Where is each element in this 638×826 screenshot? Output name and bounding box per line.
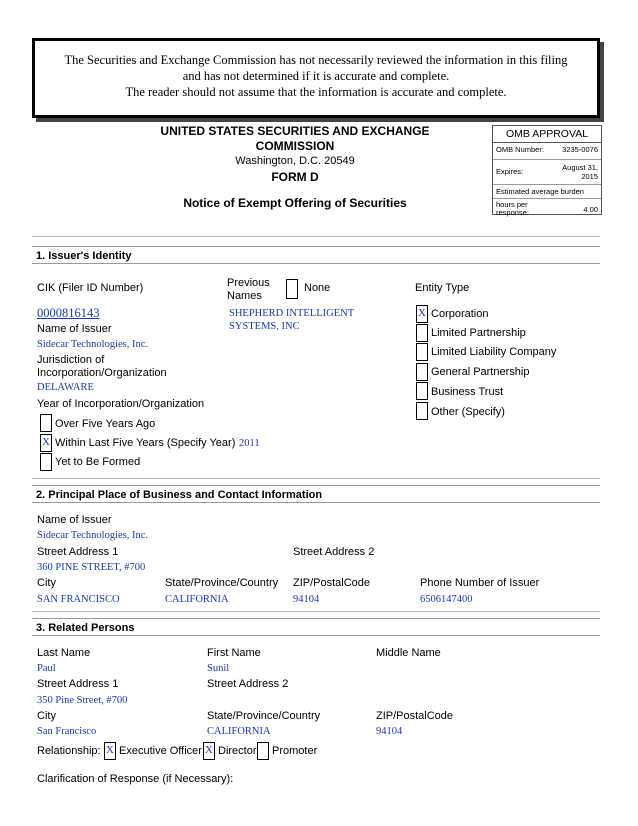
disclaimer-box bbox=[32, 38, 600, 118]
entity-llc-label: Limited Liability Company bbox=[431, 346, 557, 358]
year-label: Year of Incorporation/Organization bbox=[37, 398, 205, 410]
omb-hours-value: 4.00 bbox=[583, 205, 598, 214]
omb-hours-label: hours per response: bbox=[496, 200, 529, 217]
disclaimer-line-2: and has not determined if it is accurate and complete. bbox=[182, 69, 450, 83]
year-within-five-checkbox[interactable]: X bbox=[40, 434, 52, 452]
section-1-header: 1. Issuer's Identity bbox=[32, 246, 600, 264]
s3-state-label: State/Province/Country bbox=[207, 710, 321, 722]
s3-last-name-value: Paul bbox=[37, 663, 56, 674]
agency-line-2: COMMISSION bbox=[255, 139, 335, 153]
entity-corporation-label: Corporation bbox=[431, 308, 489, 320]
s2-street1-label: Street Address 1 bbox=[37, 546, 119, 558]
s2-street2-label: Street Address 2 bbox=[293, 546, 375, 558]
s3-relationship-label: Relationship: bbox=[37, 745, 101, 757]
s3-last-name-label: Last Name bbox=[37, 647, 91, 659]
cik-label: CIK (Filer ID Number) bbox=[37, 282, 144, 294]
issuer-name-value: Sidecar Technologies, Inc. bbox=[37, 339, 149, 350]
rel-executive-officer-label: Executive Officer bbox=[119, 745, 202, 757]
omb-title: OMB APPROVAL bbox=[493, 126, 601, 143]
s2-zip-value: 94104 bbox=[293, 594, 320, 605]
entity-other-checkbox[interactable] bbox=[416, 402, 428, 420]
entity-limited-partnership-checkbox[interactable] bbox=[416, 324, 428, 342]
s2-phone-value: 6506147400 bbox=[420, 594, 473, 605]
omb-expires-label: Expires: bbox=[496, 167, 524, 176]
entity-business-trust-label: Business Trust bbox=[431, 386, 504, 398]
s3-zip-label: ZIP/PostalCode bbox=[376, 710, 454, 722]
issuer-name-label: Name of Issuer bbox=[37, 323, 112, 335]
year-over-five-label: Over Five Years Ago bbox=[55, 418, 156, 430]
disclaimer-line-3: The reader should not assume that the information is accurate and complete. bbox=[125, 85, 507, 99]
form-subtitle: Notice of Exempt Offering of Securities bbox=[183, 196, 407, 210]
s2-state-value: CALIFORNIA bbox=[165, 594, 229, 605]
disclaimer-line-1: The Securities and Exchange Commission has not necessarily reviewed the information in this filing bbox=[64, 53, 568, 67]
divider bbox=[32, 478, 600, 479]
omb-number-row bbox=[493, 143, 601, 160]
rel-executive-officer-checkbox[interactable]: X bbox=[104, 742, 116, 760]
entity-type-label: Entity Type bbox=[415, 282, 470, 294]
s3-street1-value: 350 Pine Street, #700 bbox=[37, 695, 128, 706]
omb-burden-label: Estimated average burden bbox=[493, 185, 601, 199]
entity-general-partnership-label: General Partnership bbox=[431, 366, 530, 378]
s3-city-label: City bbox=[37, 710, 56, 722]
none-label: None bbox=[304, 282, 331, 294]
rel-promoter-label: Promoter bbox=[272, 745, 318, 757]
entity-general-partnership-checkbox[interactable] bbox=[416, 363, 428, 381]
s2-city-label: City bbox=[37, 577, 56, 589]
agency-line-1: UNITED STATES SECURITIES AND EXCHANGE bbox=[160, 124, 430, 138]
section-3-header: 3. Related Persons bbox=[32, 618, 600, 636]
rel-promoter-checkbox[interactable] bbox=[257, 742, 269, 760]
entity-limited-partnership-label: Limited Partnership bbox=[431, 327, 526, 339]
section-2-header: 2. Principal Place of Business and Contact Information bbox=[32, 485, 600, 503]
s2-name-value: Sidecar Technologies, Inc. bbox=[37, 530, 149, 541]
year-over-five-checkbox[interactable] bbox=[40, 414, 52, 432]
omb-approval-box bbox=[492, 125, 602, 215]
previous-names-value: SHEPHERD INTELLIGENT SYSTEMS, INC bbox=[229, 308, 354, 332]
agency-title bbox=[130, 124, 460, 154]
s3-street1-label: Street Address 1 bbox=[37, 678, 119, 690]
year-to-be-formed-checkbox[interactable] bbox=[40, 453, 52, 471]
form-name: FORM D bbox=[271, 170, 319, 184]
entity-business-trust-checkbox[interactable] bbox=[416, 382, 428, 400]
omb-expires-value: August 31, 2015 bbox=[562, 163, 598, 181]
omb-expires-row bbox=[493, 160, 601, 185]
previous-names-label: Previous Names bbox=[227, 277, 270, 302]
year-to-be-formed-label: Yet to Be Formed bbox=[55, 456, 141, 468]
s2-name-label: Name of Issuer bbox=[37, 514, 112, 526]
s3-street2-label: Street Address 2 bbox=[207, 678, 289, 690]
jurisdiction-value: DELAWARE bbox=[37, 382, 94, 393]
jurisdiction-label: Jurisdiction of Incorporation/Organization bbox=[37, 354, 167, 379]
year-within-five-label: Within Last Five Years (Specify Year) bbox=[55, 437, 236, 449]
entity-corporation-checkbox[interactable]: X bbox=[416, 305, 428, 323]
s2-city-value: SAN FRANCISCO bbox=[37, 594, 120, 605]
s3-state-value: CALIFORNIA bbox=[207, 726, 271, 737]
rel-director-label: Director bbox=[218, 745, 257, 757]
omb-number-label: OMB Number: bbox=[496, 145, 544, 154]
s2-zip-label: ZIP/PostalCode bbox=[293, 577, 371, 589]
s2-phone-label: Phone Number of Issuer bbox=[420, 577, 540, 589]
omb-hours-row bbox=[493, 199, 601, 219]
entity-other-label: Other (Specify) bbox=[431, 406, 505, 418]
s3-middle-name-label: Middle Name bbox=[376, 647, 441, 659]
s3-city-value: San Francisco bbox=[37, 726, 97, 737]
s2-state-label: State/Province/Country bbox=[165, 577, 279, 589]
year-value: 2011 bbox=[239, 438, 260, 449]
s2-street1-value: 360 PINE STREET, #700 bbox=[37, 562, 146, 573]
divider bbox=[32, 236, 600, 237]
rel-director-checkbox[interactable]: X bbox=[203, 742, 215, 760]
divider bbox=[32, 611, 600, 612]
agency-location: Washington, D.C. 20549 bbox=[235, 155, 355, 167]
clarification-label: Clarification of Response (if Necessary): bbox=[37, 773, 234, 785]
s3-zip-value: 94104 bbox=[376, 726, 403, 737]
s3-first-name-value: Sunil bbox=[207, 663, 230, 674]
none-checkbox[interactable] bbox=[286, 279, 298, 299]
omb-number-value: 3235-0076 bbox=[562, 145, 598, 154]
entity-llc-checkbox[interactable] bbox=[416, 343, 428, 361]
cik-value[interactable]: 0000816143 bbox=[37, 306, 100, 320]
s3-first-name-label: First Name bbox=[207, 647, 261, 659]
